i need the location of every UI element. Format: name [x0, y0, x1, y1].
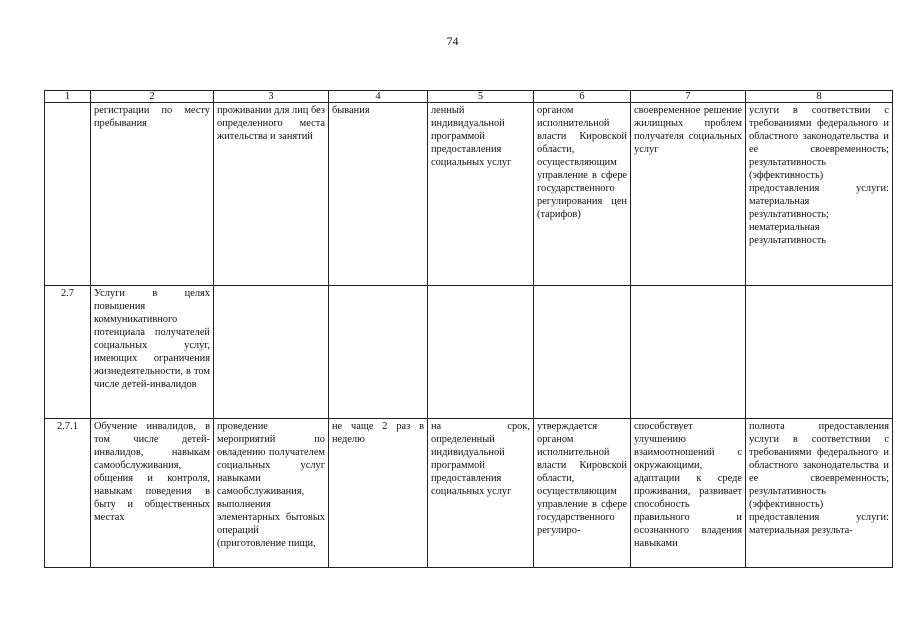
- header-cell: 5: [428, 91, 534, 103]
- service-name-cell: Обучение инвалидов, в том числе детей-инвалидов, навыкам самообслуживания, общения и контроля, навыкам поведения в быту и общественных местах: [91, 419, 214, 568]
- tariff-cell: [534, 286, 631, 419]
- frequency-cell: не чаще 2 раз в неделю: [329, 419, 428, 568]
- service-name-cell: Услуги в целях повышения коммуникативного потенциала получателей социальных услуг, имеющих ограничения жизнедеятельности, в том числе детей-инвалидов: [91, 286, 214, 419]
- row-number-cell: 2.7: [45, 286, 91, 419]
- service-description-cell: проведение мероприятий по овладению получателем социальных услуг навыками самообслуживания, выполнения элементарных бытовых операций (приготовление пищи,: [214, 419, 329, 568]
- service-name-cell: регистрации по месту пребывания: [91, 103, 214, 286]
- effect-cell: способствует улучшению взаимоотношений с окружающими, адаптации к среде проживания, развивает способность правильного и осознанного владения навыками: [631, 419, 746, 568]
- services-table: [44, 90, 893, 568]
- header-cell: 3: [214, 91, 329, 103]
- table-row: [45, 419, 893, 568]
- table-header-row: [45, 91, 893, 103]
- effect-cell: своевременное решение жилищных проблем получателя социальных услуг: [631, 103, 746, 286]
- header-cell: 1: [45, 91, 91, 103]
- table-row: [45, 103, 893, 286]
- frequency-cell: бывания: [329, 103, 428, 286]
- frequency-cell: [329, 286, 428, 419]
- quality-cell: услуги в соответствии с требованиями федерального и областного законодательства и ее своевременность; результативность (эффективность) предоставления услуги: материальная результативность; нематериальная результативность: [746, 103, 893, 286]
- quality-cell: полнота предоставления услуги в соответствии с требованиями федерального и областного законодательства и ее своевременность; результативность (эффективность) предоставления услуги: материальная результа-: [746, 419, 893, 568]
- effect-cell: [631, 286, 746, 419]
- page-number: 74: [446, 34, 459, 48]
- term-cell: [428, 286, 534, 419]
- service-description-cell: [214, 286, 329, 419]
- header-cell: 8: [746, 91, 893, 103]
- service-description-cell: проживании для лиц без определенного места жительства и занятий: [214, 103, 329, 286]
- header-cell: 7: [631, 91, 746, 103]
- tariff-cell: органом исполнительной власти Кировской области, осуществляющим управление в сфере государственного регулирования цен (тарифов): [534, 103, 631, 286]
- header-cell: 4: [329, 91, 428, 103]
- header-cell: 2: [91, 91, 214, 103]
- term-cell: на срок, определенный индивидуальной программой предоставления социальных услуг: [428, 419, 534, 568]
- header-cell: 6: [534, 91, 631, 103]
- table-row: [45, 286, 893, 419]
- row-number-cell: [45, 103, 91, 286]
- tariff-cell: утверждается органом исполнительной власти Кировской области, осуществляющим управление в сфере государственного регулиро-: [534, 419, 631, 568]
- quality-cell: [746, 286, 893, 419]
- row-number-cell: 2.7.1: [45, 419, 91, 568]
- term-cell: ленный индивидуальной программой предоставления социальных услуг: [428, 103, 534, 286]
